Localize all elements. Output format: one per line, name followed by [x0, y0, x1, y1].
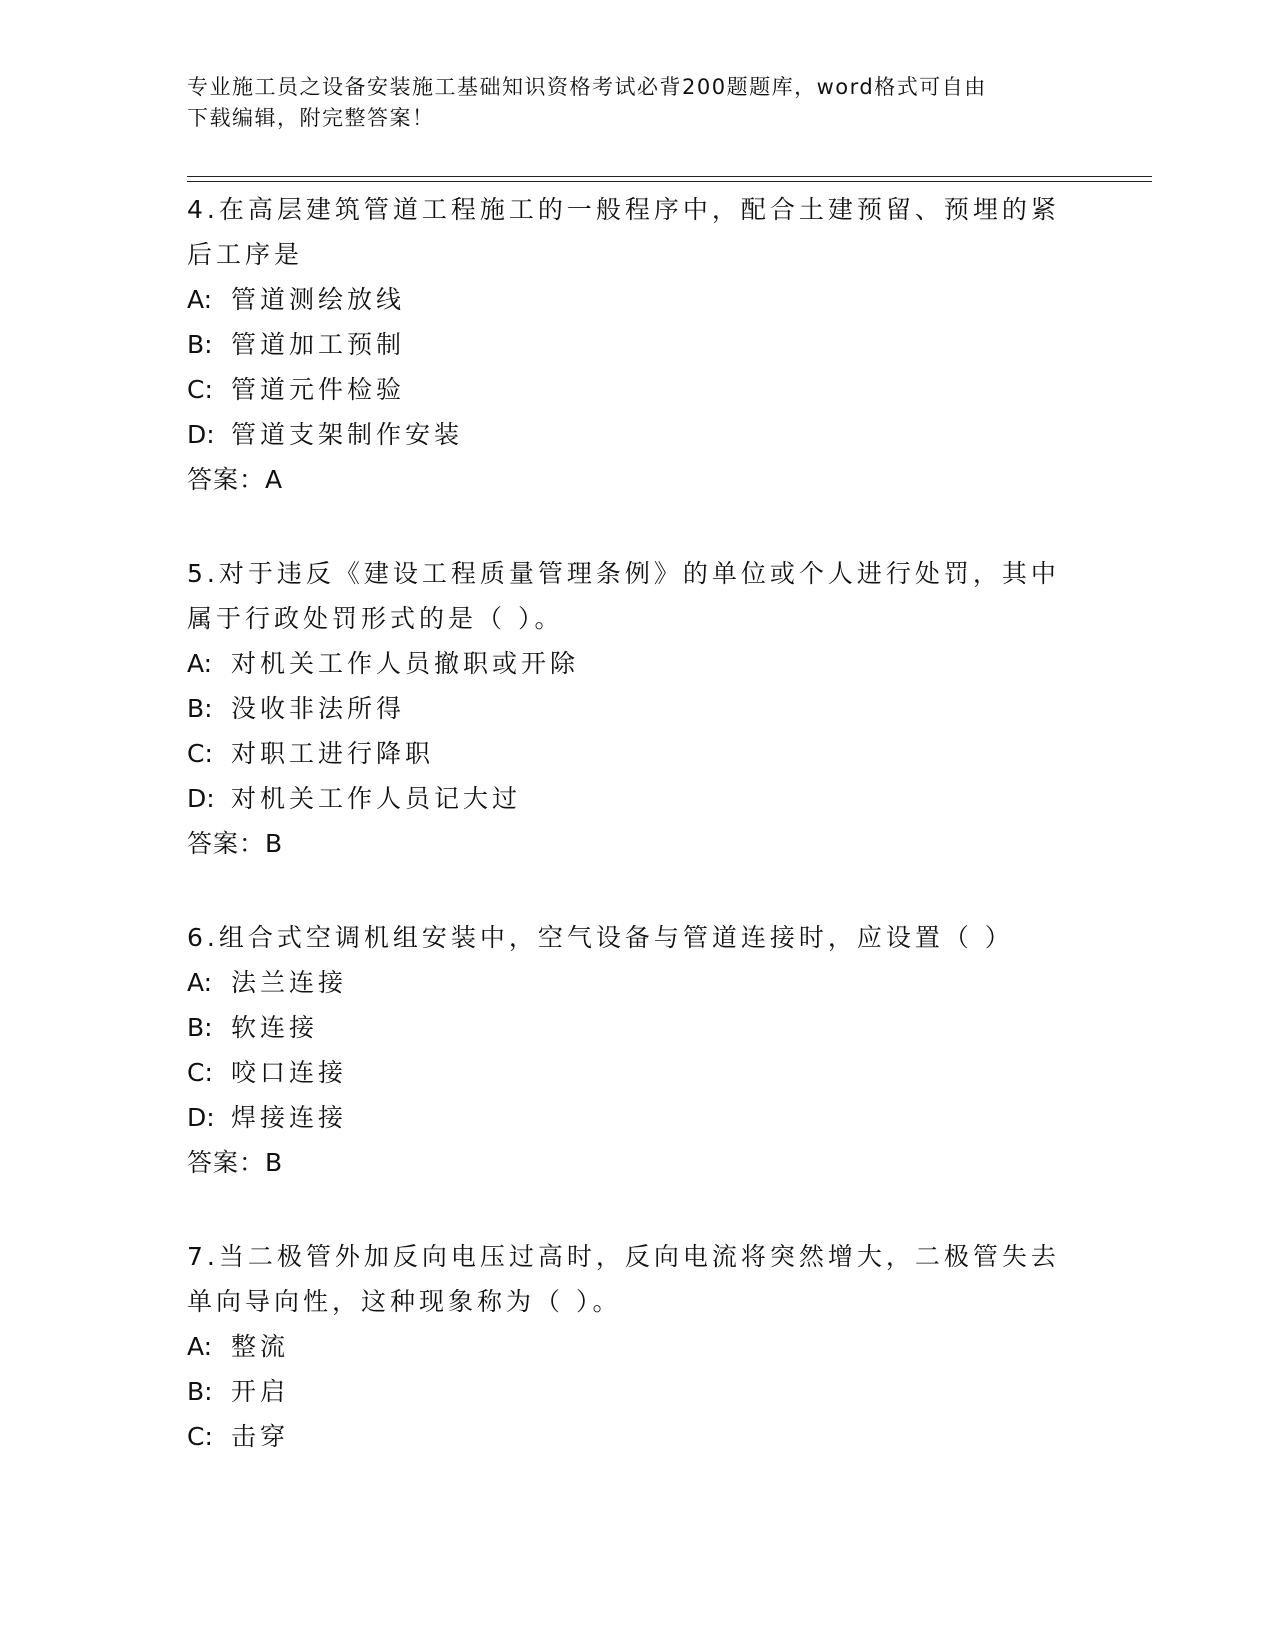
option-text: 管道元件检验	[231, 375, 406, 404]
option-a	[187, 641, 1107, 686]
option-text: 没收非法所得	[231, 694, 406, 723]
option-b	[187, 686, 1107, 731]
answer-line: 答案：B	[187, 829, 284, 858]
option-text: 咬口连接	[231, 1058, 348, 1087]
option-letter: A:	[187, 1332, 213, 1361]
option-text: 焊接连接	[231, 1103, 348, 1132]
option-text: 整流	[231, 1332, 290, 1361]
option-text: 对机关工作人员撤职或开除	[231, 649, 580, 678]
question-stem-line: 7.当二极管外加反向电压过高时，反向电流将突然增大，二极管失去	[187, 1242, 1060, 1271]
option-letter: A:	[187, 285, 213, 314]
option-d	[187, 1095, 1107, 1140]
option-letter: B:	[187, 330, 213, 359]
option-letter: A:	[187, 968, 213, 997]
question-stem-line: 属于行政处罚形式的是（ ）。	[187, 604, 564, 633]
option-text: 管道测绘放线	[231, 285, 406, 314]
option-text: 法兰连接	[231, 968, 348, 997]
question-stem-line: 4.在高层建筑管道工程施工的一般程序中，配合土建预留、预埋的紧	[187, 195, 1060, 224]
question-7	[187, 1234, 1107, 1459]
header-line-1: 专业施工员之设备安装施工基础知识资格考试必背200题题库，word格式可自由	[187, 75, 987, 99]
option-c	[187, 1050, 1107, 1095]
header-divider-top	[187, 176, 1152, 177]
question-stem-line: 单向导向性，这种现象称为（ ）。	[187, 1287, 622, 1316]
option-d	[187, 412, 1107, 457]
option-c	[187, 367, 1107, 412]
option-letter: B:	[187, 1013, 213, 1042]
option-c	[187, 1414, 1107, 1459]
option-text: 击穿	[231, 1422, 290, 1451]
question-5	[187, 551, 1107, 866]
option-text: 管道支架制作安装	[231, 420, 464, 449]
option-text: 管道加工预制	[231, 330, 406, 359]
option-c	[187, 731, 1107, 776]
option-a	[187, 1324, 1107, 1369]
option-a	[187, 960, 1107, 1005]
question-stem-line: 5.对于违反《建设工程质量管理条例》的单位或个人进行处罚，其中	[187, 559, 1060, 588]
answer-line: 答案：A	[187, 465, 284, 494]
question-stem-line: 6.组合式空调机组安装中，空气设备与管道连接时，应设置（ ）	[187, 923, 1014, 952]
question-stem-line: 后工序是	[187, 240, 304, 269]
question-4	[187, 187, 1107, 502]
option-text: 开启	[231, 1377, 290, 1406]
option-letter: D:	[187, 784, 215, 813]
header-line-2: 下载编辑，附完整答案！	[187, 106, 435, 130]
option-letter: C:	[187, 1422, 213, 1451]
option-text: 软连接	[231, 1013, 319, 1042]
option-letter: B:	[187, 694, 213, 723]
option-letter: C:	[187, 375, 213, 404]
header-divider-bottom	[187, 181, 1152, 182]
document-header	[187, 72, 1087, 134]
option-text: 对机关工作人员记大过	[231, 784, 522, 813]
option-text: 对职工进行降职	[231, 739, 435, 768]
option-letter: C:	[187, 1058, 213, 1087]
option-letter: A:	[187, 649, 213, 678]
answer-line: 答案：B	[187, 1148, 284, 1177]
option-letter: D:	[187, 420, 215, 449]
question-6	[187, 915, 1107, 1185]
option-d	[187, 776, 1107, 821]
option-letter: C:	[187, 739, 213, 768]
option-b	[187, 1369, 1107, 1414]
option-a	[187, 277, 1107, 322]
option-letter: D:	[187, 1103, 215, 1132]
option-b	[187, 1005, 1107, 1050]
option-letter: B:	[187, 1377, 213, 1406]
option-b	[187, 322, 1107, 367]
